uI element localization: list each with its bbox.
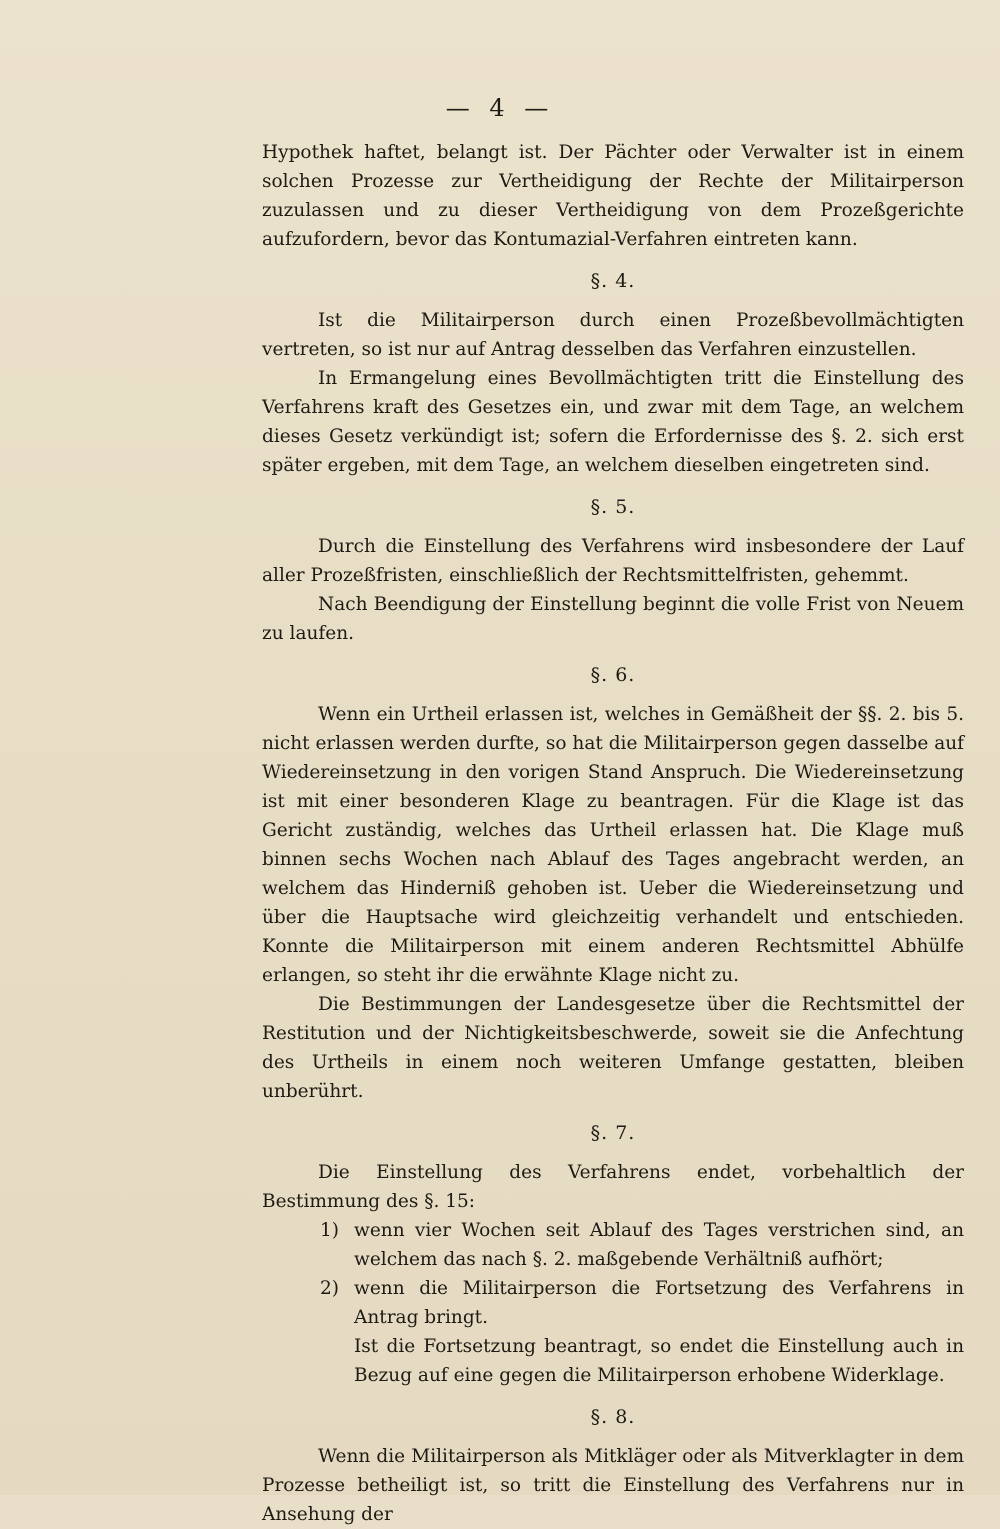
- section-heading-6: §. 6.: [590, 664, 636, 686]
- section-6-paragraph-1: Wenn ein Urtheil erlassen ist, welches in Gemäßheit der §§. 2. bis 5. nicht erlassen werden durfte, so hat die Militairperson gegen dasselbe auf Wiedereinsetzung in den vorigen Stand Anspruch. Die Wiedereinsetzung ist mit einer besonderen Klage zu beantragen. Für die Klage ist das Gericht zuständig, welches das Urtheil erlassen hat. Die Klage muß binnen sechs Wochen nach Ablauf des Tages angebracht werden, an welchem das Hinderniß gehoben ist. Ueber die Wiedereinsetzung und über die Hauptsache wird gleichzeitig verhandelt und entschieden. Konnte die Militairperson mit einem anderen Rechtsmittel Abhülfe erlangen, so steht ihr die erwähnte Klage nicht zu.: [262, 704, 964, 986]
- list-item-text: wenn die Militairperson die Fortsetzung des Verfahrens in Antrag bringt.: [354, 1278, 964, 1328]
- list-item-number: 2): [320, 1278, 339, 1299]
- section-heading-4: §. 4.: [590, 270, 636, 292]
- list-item-text: wenn vier Wochen seit Ablauf des Tages verstrichen sind, an welchem das nach §. 2. maßgebende Verhältniß aufhört;: [354, 1220, 964, 1270]
- section-4-paragraph-2: In Ermangelung eines Bevollmächtigten tritt die Einstellung des Verfahrens kraft des Gesetzes ein, und zwar mit dem Tage, an welchem dieses Gesetz verkündigt ist; sofern die Erfordernisse des §. 2. sich erst später ergeben, mit dem Tage, an welchem dieselben eingetreten sind.: [262, 368, 964, 476]
- section-6-paragraph-2: Die Bestimmungen der Landesgesetze über die Rechtsmittel der Restitution und der Nichtigkeitsbeschwerde, soweit sie die Anfechtung des Urtheils in einem noch weiteren Umfange gestatten, bleiben unberührt.: [262, 994, 964, 1102]
- paragraph-continuation: Hypothek haftet, belangt ist. Der Pächter oder Verwalter ist in einem solchen Prozesse zur Vertheidigung der Rechte der Militairperson zuzulassen und zu dieser Vertheidigung von dem Prozeßgerichte aufzufordern, bevor das Kontumazial-Verfahren eintreten kann.: [262, 142, 964, 250]
- list-item: [262, 1216, 964, 1274]
- page-number: — 4 —: [445, 94, 555, 122]
- section-heading-8: §. 8.: [590, 1406, 636, 1428]
- section-heading-7: §. 7.: [590, 1122, 636, 1144]
- section-heading-5: §. 5.: [590, 496, 636, 518]
- section-8-paragraph-1: Wenn die Militairperson als Mitkläger oder als Mitverklagter in dem Prozesse betheiligt ist, so tritt die Einstellung des Verfahrens nur in Ansehung der: [262, 1446, 964, 1525]
- document-body: [262, 138, 964, 1529]
- list-item-subtext: Ist die Fortsetzung beantragt, so endet die Einstellung auch in Bezug auf eine gegen die Militairperson erhobene Widerklage.: [354, 1336, 964, 1386]
- list-item: [262, 1274, 964, 1390]
- section-5-paragraph-2: Nach Beendigung der Einstellung beginnt die volle Frist von Neuem zu laufen.: [262, 594, 964, 644]
- section-4-paragraph-1: Ist die Militairperson durch einen Prozeßbevollmächtigten vertreten, so ist nur auf Antrag desselben das Verfahren einzustellen.: [262, 310, 964, 360]
- section-7-paragraph-1: Die Einstellung des Verfahrens endet, vorbehaltlich der Bestimmung des §. 15:: [262, 1162, 964, 1212]
- section-5-paragraph-1: Durch die Einstellung des Verfahrens wird insbesondere der Lauf aller Prozeßfristen, einschließlich der Rechtsmittelfristen, gehemmt.: [262, 536, 964, 586]
- list-item-number: 1): [320, 1220, 339, 1241]
